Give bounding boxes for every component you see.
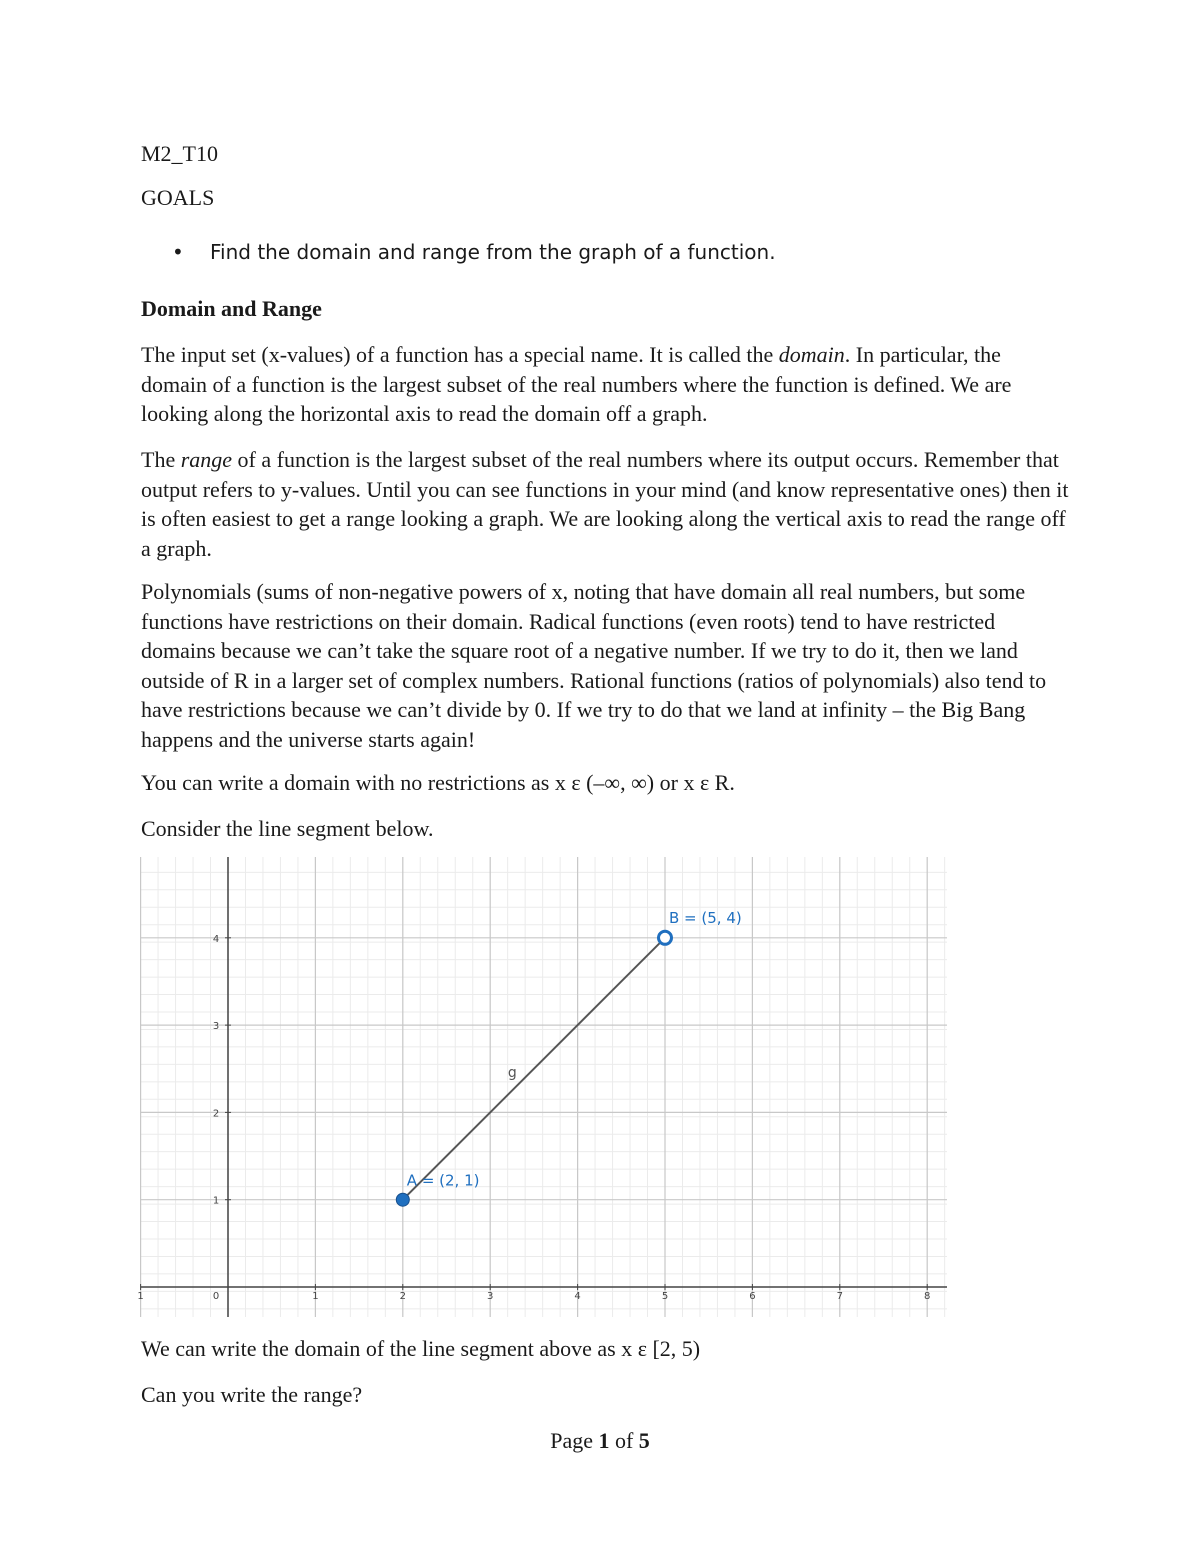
x-tick-label: 3 xyxy=(487,1291,494,1302)
x-tick-label: 2 xyxy=(399,1291,406,1302)
point-a xyxy=(396,1193,409,1206)
segment-label: g xyxy=(507,1064,517,1081)
goal-text: Find the domain and range from the graph of a function. xyxy=(210,240,776,264)
paragraph-polynomials: Polynomials (sums of non-negative powers of x, noting that have domain all real numbers, but some functions have restrictions on their domain. Radical functions (even roots) tend to have restricted domains because we can’t take the square root of a negative number. If we try to do it, then we land outside of R in a larger set of complex numbers. Rational functions (ratios of polynomials) also tend to have restrictions because we can’t divide by 0. If we try to do that we land at infinity – the Big Bang happens and the universe starts again! xyxy=(141,579,1047,752)
paragraph-no-restrictions: You can write a domain with no restrictions as x ε (–∞, ∞) or x ε R. xyxy=(141,770,735,795)
y-tick-label: 2 xyxy=(212,1108,220,1120)
term-domain: domain xyxy=(778,342,845,367)
goals-title: GOALS xyxy=(141,185,215,210)
paragraph-text: The input set (x-values) of a function has a special name. It is called the xyxy=(141,342,779,367)
y-tick-label: 3 xyxy=(212,1021,220,1033)
footer-of-word: of xyxy=(609,1428,639,1453)
x-tick-label: 1 xyxy=(137,1291,144,1302)
point-label: A = (2, 1) xyxy=(406,1171,480,1190)
footer-page-total: 5 xyxy=(638,1428,650,1453)
line-segment-graph xyxy=(137,857,947,1317)
term-range: range xyxy=(180,447,233,472)
y-tick-label: 1 xyxy=(212,1195,220,1207)
page-footer xyxy=(0,1428,1200,1454)
paragraph-domain-answer: We can write the domain of the line segment above as x ε [2, 5) xyxy=(141,1336,701,1361)
x-tick-label: 7 xyxy=(836,1291,843,1302)
paragraph-range-question: Can you write the range? xyxy=(141,1382,363,1407)
paragraph-domain xyxy=(141,340,1071,429)
x-tick-label: 1 xyxy=(312,1291,319,1302)
paragraph-text: of a function is the largest subset of the real numbers where its output occurs. Remember that output refers to y-values. Until you can see functions in your mind (and know representative ones) then it is often easiest to get a range looking a graph. We are looking along the vertical axis to read the range off a graph. xyxy=(141,447,1069,561)
document-code: M2_T10 xyxy=(141,141,218,166)
footer-page-number: 1 xyxy=(598,1428,610,1453)
section-heading: Domain and Range xyxy=(141,296,322,321)
x-tick-label: 8 xyxy=(924,1291,931,1302)
point-label: B = (5, 4) xyxy=(669,908,742,927)
bullet-icon: • xyxy=(172,240,184,264)
footer-page-word: Page xyxy=(550,1428,599,1453)
x-tick-label: 6 xyxy=(749,1291,756,1302)
paragraph-range xyxy=(141,445,1071,563)
point-b xyxy=(659,931,672,944)
x-tick-label: 5 xyxy=(661,1291,669,1302)
paragraph-text: The xyxy=(141,447,181,472)
goal-list-item xyxy=(172,240,776,264)
x-tick-label: 0 xyxy=(212,1291,220,1302)
y-tick-label: 4 xyxy=(212,933,220,945)
paragraph-text: . In particular, the domain of a function is the largest subset of the real numbers where the function is defined. We are looking along the horizontal axis to read the domain off a graph. xyxy=(141,342,1012,426)
paragraph-consider: Consider the line segment below. xyxy=(141,816,434,841)
x-tick-label: 4 xyxy=(574,1291,581,1302)
